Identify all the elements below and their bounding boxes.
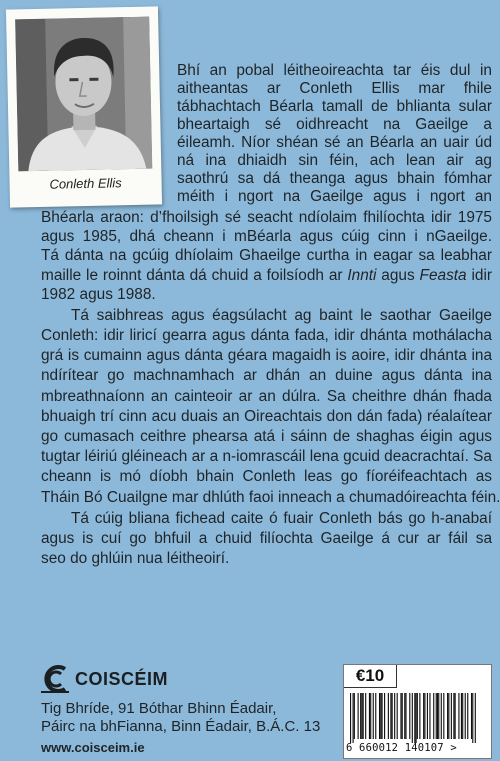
text-run: agus 1985, dhá cheann i mBéarla agus cúig cinn i nGaeilge. [41, 228, 492, 245]
barcode-bar [443, 693, 444, 739]
barcode-bar [394, 693, 395, 739]
body-line [41, 247, 492, 265]
body-line [41, 209, 492, 227]
text-run: mbreathnaíonn an cainteoir ar an dúlra. Sa cheithre dhán fhada [41, 388, 492, 405]
barcode-bar [451, 693, 452, 739]
barcode-bar [438, 693, 439, 739]
body-line [177, 170, 492, 188]
barcode-bar [382, 693, 383, 739]
text-run: saothrú sa dá theanga agus bhain fómhar [177, 170, 492, 187]
body-line [41, 286, 492, 304]
barcode-bar [380, 693, 381, 739]
barcode-bar [412, 693, 413, 743]
barcode-bar [358, 693, 359, 739]
barcode-bar [453, 693, 454, 739]
body-line [41, 347, 492, 365]
text-run: bhuaigh trí cinn acu duais an Oireachtais don dán fada) réalaítear [41, 408, 492, 425]
publisher-logo [41, 664, 168, 694]
body-line [177, 188, 492, 206]
barcode-bar [400, 693, 401, 739]
text-run: tábhachtach Béarla tamall de bhlianta sular [177, 98, 492, 115]
barcode-bar [455, 693, 456, 739]
barcode-bar [448, 693, 449, 739]
address-line-1: Tig Bhríde, 91 Bóthar Bhinn Éadair, [41, 700, 277, 717]
body-line [41, 428, 492, 446]
body-line [41, 267, 492, 285]
barcode-bar [458, 693, 459, 739]
author-photo-card [6, 6, 162, 207]
barcode-bar [363, 693, 364, 739]
barcode-bar [436, 693, 437, 739]
body-line [177, 80, 492, 98]
text-run: Tá saibhreas agus éagsúlacht ag baint le saothar Gaeilge [71, 307, 492, 324]
body-line [41, 489, 500, 507]
barcode-bar [447, 693, 448, 739]
publisher-website: www.coisceim.ie [41, 740, 145, 755]
barcode-bar [427, 693, 428, 739]
text-run: grá is cumainn agus dánta géara magaidh is aoire, idir dhánta ina [41, 347, 492, 364]
barcode-bar [360, 693, 361, 739]
barcode-bar [353, 693, 354, 743]
author-photo-caption: Conleth Ellis [49, 175, 122, 192]
text-run: agus [376, 267, 420, 284]
barcode-bar [461, 693, 462, 739]
text-run: agus is cuí go bhfuil a chuid filíochta Gaeilge á cur ar fáil sa [41, 530, 492, 547]
body-line [41, 550, 492, 568]
barcode-bar [350, 693, 351, 743]
price-barcode-box [343, 664, 492, 759]
barcode-bar [465, 693, 466, 739]
barcode-bar [441, 693, 442, 739]
barcode-bar [467, 693, 468, 739]
barcode-bar [433, 693, 434, 739]
price-label: €10 [344, 665, 397, 688]
body-line [41, 367, 492, 385]
barcode-bar [417, 693, 418, 739]
barcode-bar [365, 693, 366, 739]
barcode-bar [369, 693, 370, 739]
body-line [71, 307, 492, 325]
barcode-bar [419, 693, 420, 739]
text-run: éileamh. Níor shéan sé an Béarla an uair úd [177, 134, 492, 151]
text-run: méith i ngort na Gaeilge agus i ngort an [177, 188, 492, 205]
barcode-bar [462, 693, 463, 739]
barcode-bar [404, 693, 405, 739]
text-run: ndírítear go machnamhach ar dhán an duine agus dánta ina [41, 367, 492, 384]
italic-title: Feasta [419, 267, 467, 284]
barcode-bar [397, 693, 398, 739]
text-run: seo do ghlúin nua léitheoirí. [41, 550, 230, 567]
body-line [71, 510, 492, 528]
author-portrait-image [15, 17, 152, 172]
address-line-2: Páirc na bhFianna, Binn Éadair, B.Á.C. 13 [41, 718, 321, 735]
text-run: Tá dánta na gcúig dhíolaim Ghaeilge curtha in eagar sa leabhar [41, 247, 492, 264]
barcode-icon [350, 693, 476, 743]
text-run: idir [466, 267, 492, 284]
barcode-bar [390, 693, 391, 739]
barcode-bar [414, 693, 415, 743]
body-line [41, 388, 492, 406]
text-run: Conleth: idir liricí gearra agus dánta fada, idir dhánta mothálacha [41, 327, 492, 344]
body-line [177, 62, 492, 80]
body-line [177, 98, 492, 116]
text-run: tugtar léiriú gléineach ar a n-iomrascáil lena gcuid deacrachtaí. Sa [41, 448, 492, 465]
barcode-bar [392, 693, 393, 739]
publisher-logo-icon [41, 665, 69, 693]
body-line [41, 448, 492, 466]
barcode-bar [379, 693, 380, 739]
body-line [41, 468, 492, 486]
barcode-bar [424, 693, 425, 739]
barcode-bar [370, 693, 371, 739]
text-run: Bhéarla araon: d’fhoilsigh sé seacht ndíolaim fhilíochta idir 1975 [41, 209, 492, 226]
barcode-bar [437, 693, 438, 739]
text-run: cheann is mó díobh bhain Conleth leas go fíoréifeachtach as [41, 468, 492, 485]
text-run: Bhí an pobal léitheoireachta tar éis dul in [177, 62, 492, 79]
italic-title: Innti [347, 267, 377, 284]
body-line [41, 530, 492, 548]
body-line [177, 152, 492, 170]
barcode-bar [429, 693, 430, 739]
barcode-bar [471, 693, 472, 739]
barcode-bar [388, 693, 389, 739]
body-line [41, 228, 492, 246]
barcode-bar [361, 693, 362, 739]
body-line [177, 116, 492, 134]
text-run: 1982 agus 1988. [41, 286, 156, 303]
text-run: Tá cúig bliana fichead caite ó fuair Conleth bás go h-anabaí [71, 510, 492, 527]
barcode-bar [402, 693, 403, 739]
text-run: go cumasach ceithre phearsa atá i sáinn de shaghas éigin agus [41, 428, 492, 445]
text-run: aitheantas ar Conleth Ellis mar fhile [177, 80, 492, 97]
barcode-bar [405, 693, 406, 739]
barcode-bar [409, 693, 410, 739]
body-line [41, 327, 492, 345]
barcode-bar [475, 693, 476, 743]
body-line [41, 408, 492, 426]
barcode-bar [373, 693, 374, 739]
barcode-bar [384, 693, 385, 739]
text-run: ná ina dhiaidh sin féin, ach lean air ag [177, 152, 492, 169]
publisher-address [41, 700, 320, 736]
barcode-bar [472, 693, 473, 743]
text-run: Tháin Bó Cuailgne mar dhlúth faoi inneach a chumadóireachta féin. [41, 489, 500, 506]
barcode-bar [354, 693, 355, 739]
barcode-bar [416, 693, 417, 743]
barcode-digits: 6 660012 140107 > [346, 742, 457, 754]
barcode-bar [423, 693, 424, 739]
text-run: maille le roinnt dánta dá chuid a foilsíodh ar [41, 267, 348, 284]
body-line [177, 134, 492, 152]
barcode-bar [375, 693, 376, 739]
portrait-illustration [15, 17, 152, 172]
publisher-name: COISCÉIM [75, 668, 169, 689]
text-run: bheartaigh sé oidhreacht na Gaeilge a [177, 116, 492, 133]
